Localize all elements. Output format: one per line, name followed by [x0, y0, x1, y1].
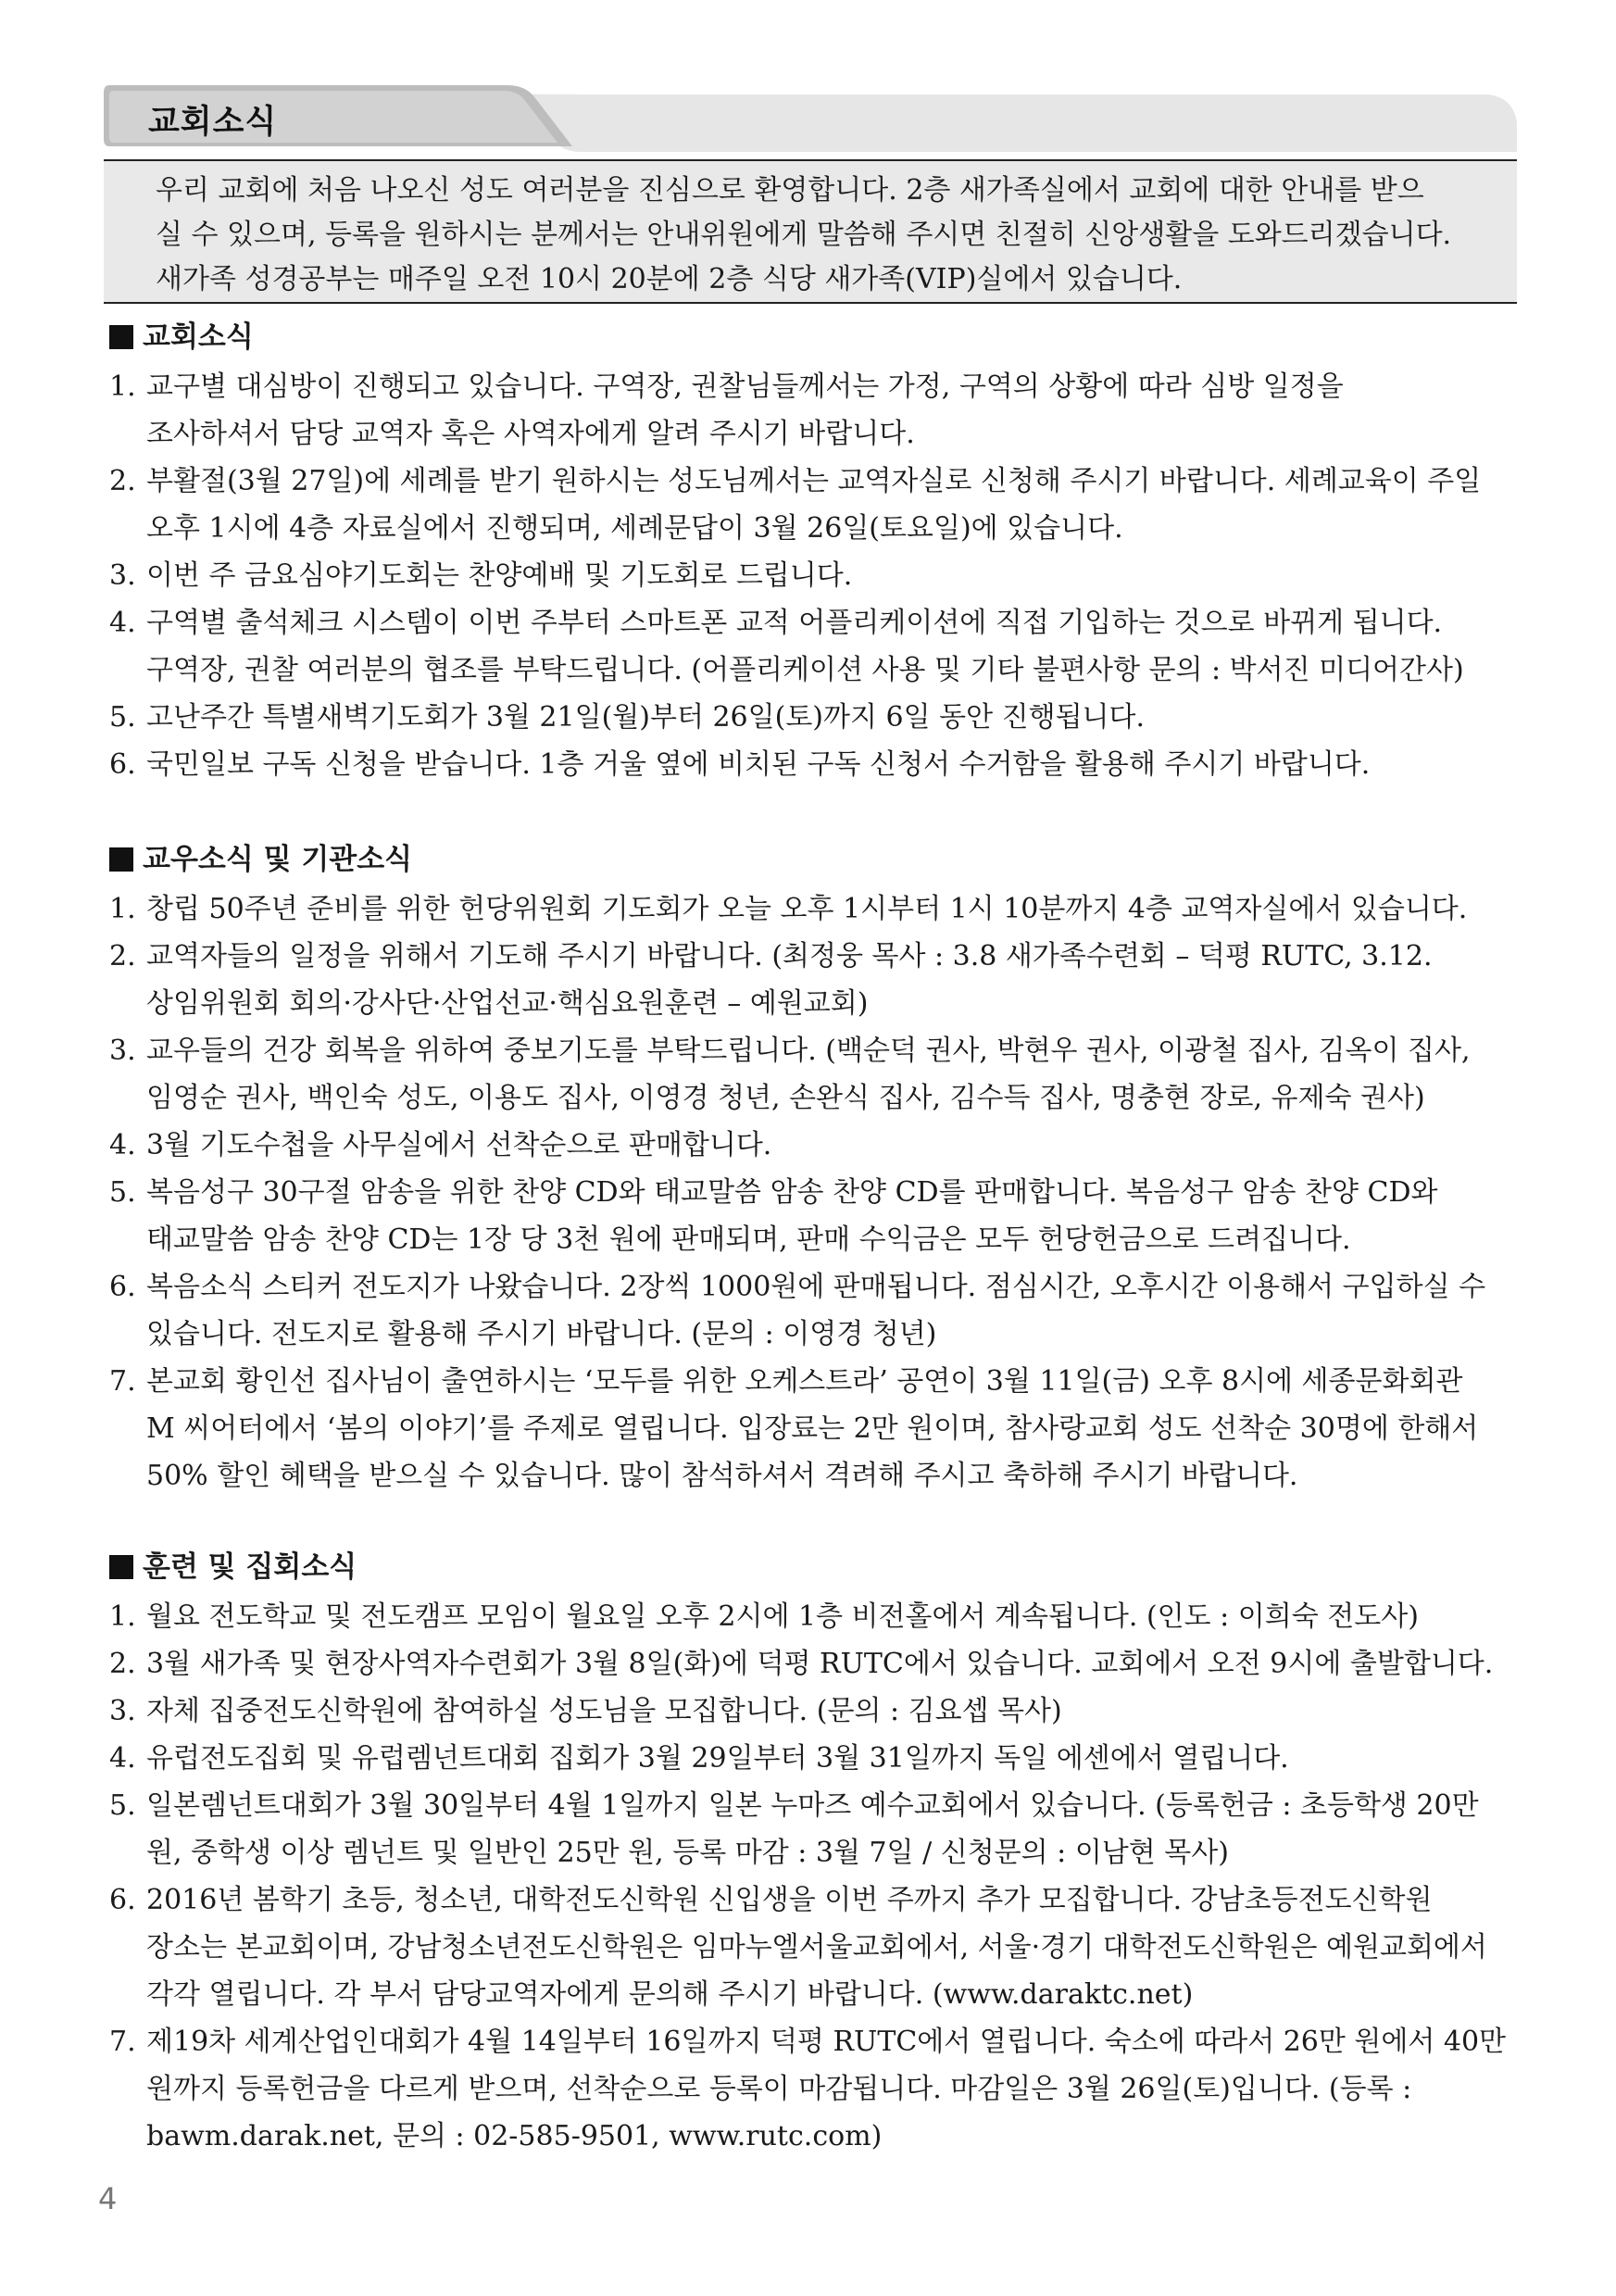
item-text: 3월 새가족 및 현장사역자수련회가 3월 8일(화)에 덕평 RUTC에서 있습니다. 교회에서 오전 9시에 출발합니다. — [146, 1648, 1494, 1680]
item-number: 6. — [109, 1271, 136, 1303]
list-item — [109, 363, 1526, 458]
item-text: 임영순 권사, 백인숙 성도, 이용도 집사, 이영경 청년, 손완식 집사, 김수득 집사, 명충현 장로, 유제숙 권사) — [146, 1082, 1425, 1114]
item-text: 자체 집중전도신학원에 참여하실 성도님을 모집합니다. (문의 : 김요셉 목사) — [146, 1695, 1062, 1727]
item-number: 1. — [109, 370, 136, 403]
item-number: 4. — [109, 1129, 136, 1161]
section-heading — [109, 319, 1526, 356]
item-number: 7. — [109, 1365, 136, 1398]
item-number: 3. — [109, 559, 136, 592]
item-text: M 씨어터에서 ‘봄의 이야기’를 주제로 열립니다. 입장료는 2만 원이며, 참사랑교회 성도 선착순 30명에 한해서 — [146, 1412, 1479, 1445]
list-item — [109, 458, 1526, 552]
list-item — [109, 1782, 1526, 1876]
list-item — [109, 885, 1526, 933]
list-item — [109, 1358, 1526, 1499]
item-number: 1. — [109, 1600, 136, 1633]
item-text: 고난주간 특별새벽기도회가 3월 21일(월)부터 26일(토)까지 6일 동안 진행됩니다. — [146, 701, 1146, 734]
item-number: 3. — [109, 1035, 136, 1067]
section-heading — [109, 841, 1526, 878]
section-heading — [109, 1549, 1526, 1586]
list-item — [109, 1027, 1526, 1122]
item-text: 국민일보 구독 신청을 받습니다. 1층 거울 옆에 비치된 구독 신청서 수거함을 활용해 주시기 바랍니다. — [146, 748, 1371, 781]
item-number: 3. — [109, 1695, 136, 1727]
header-tab-shape — [100, 85, 1517, 157]
item-number: 6. — [109, 748, 136, 781]
item-number: 2. — [109, 1648, 136, 1680]
item-number: 2. — [109, 940, 136, 972]
square-bullet-icon — [109, 1555, 133, 1579]
item-text: 원까지 등록헌금을 다르게 받으며, 선착순으로 등록이 마감됩니다. 마감일은 3월 26일(토)입니다. (등록 : — [146, 2073, 1412, 2105]
welcome-line: 새가족 성경공부는 매주일 오전 10시 20분에 2층 식당 새가족(VIP)실에서 있습니다. — [156, 263, 1183, 295]
list-item — [109, 552, 1526, 599]
welcome-line: 우리 교회에 처음 나오신 성도 여러분을 진심으로 환영합니다. 2층 새가족실에서 교회에 대한 안내를 받으 — [156, 174, 1424, 207]
square-bullet-icon — [109, 847, 133, 872]
item-number: 1. — [109, 893, 136, 925]
item-text: 장소는 본교회이며, 강남청소년전도신학원은 임마누엘서울교회에서, 서울·경기 대학전도신학원은 예원교회에서 — [146, 1931, 1487, 1964]
item-text: 교역자들의 일정을 위해서 기도해 주시기 바랍니다. (최정웅 목사 : 3.8 새가족수련회 – 덕평 RUTC, 3.12. — [146, 940, 1433, 972]
list-item — [109, 1687, 1526, 1735]
item-text: 유럽전도집회 및 유럽렘넌트대회 집회가 3월 29일부터 3월 31일까지 독일 에센에서 열립니다. — [146, 1742, 1289, 1775]
square-bullet-icon — [109, 325, 133, 349]
section-church-news — [109, 319, 1526, 788]
list-item — [109, 1876, 1526, 2018]
list-item — [109, 741, 1526, 788]
item-text: 3월 기도수첩을 사무실에서 선착순으로 판매합니다. — [146, 1129, 772, 1161]
item-number: 4. — [109, 607, 136, 639]
item-number: 5. — [109, 1789, 136, 1822]
item-text: 일본렘넌트대회가 3월 30일부터 4월 1일까지 일본 누마즈 예수교회에서 있습니다. (등록헌금 : 초등학생 20만 — [146, 1789, 1479, 1822]
item-text: 원, 중학생 이상 렘넌트 및 일반인 25만 원, 등록 마감 : 3월 7일 / 신청문의 : 이남현 목사) — [146, 1837, 1229, 1869]
list-item — [109, 599, 1526, 694]
list-item — [109, 1735, 1526, 1782]
item-text: 각각 열립니다. 각 부서 담당교역자에게 문의해 주시기 바랍니다. (www.daraktc.net) — [146, 1978, 1194, 2011]
item-text: 본교회 황인선 집사님이 출연하시는 ‘모두를 위한 오케스트라’ 공연이 3월 11일(금) 오후 8시에 세종문화회관 — [146, 1365, 1463, 1398]
item-text: 상임위원회 회의·강사단·산업선교·핵심요원훈련 – 예원교회) — [146, 987, 869, 1020]
item-text: 교구별 대심방이 진행되고 있습니다. 구역장, 권찰님들께서는 가정, 구역의 상황에 따라 심방 일정을 — [146, 370, 1344, 403]
item-text: 부활절(3월 27일)에 세례를 받기 원하시는 성도님께서는 교역자실로 신청해 주시기 바랍니다. 세례교육이 주일 — [146, 465, 1482, 497]
item-number: 7. — [109, 2026, 136, 2058]
item-text: 이번 주 금요심야기도회는 찬양예배 및 기도회로 드립니다. — [146, 559, 853, 592]
page-number: 4 — [98, 2181, 118, 2216]
welcome-line: 실 수 있으며, 등록을 원하시는 분께서는 안내위원에게 말씀해 주시면 친절히 신앙생활을 도와드리겠습니다. — [156, 219, 1452, 251]
item-text: 오후 1시에 4층 자료실에서 진행되며, 세례문답이 3월 26일(토요일)에 있습니다. — [146, 512, 1123, 545]
item-text: 교우들의 건강 회복을 위하여 중보기도를 부탁드립니다. (백순덕 권사, 박현우 권사, 이광철 집사, 김옥이 집사, — [146, 1035, 1471, 1067]
item-text: 태교말씀 암송 찬양 CD는 1장 당 3천 원에 판매되며, 판매 수익금은 모두 헌당헌금으로 드려집니다. — [146, 1223, 1351, 1256]
item-text: 제19차 세계산업인대회가 4월 14일부터 16일까지 덕평 RUTC에서 열립니다. 숙소에 따라서 26만 원에서 40만 — [146, 2026, 1507, 2058]
item-text: 50% 할인 혜택을 받으실 수 있습니다. 많이 참석하셔서 격려해 주시고 축하해 주시기 바랍니다. — [146, 1460, 1298, 1492]
item-number: 5. — [109, 1176, 136, 1209]
list-item — [109, 1640, 1526, 1687]
list-item — [109, 694, 1526, 741]
list-item — [109, 1593, 1526, 1640]
item-text: 2016년 봄학기 초등, 청소년, 대학전도신학원 신입생을 이번 주까지 추가 모집합니다. 강남초등전도신학원 — [146, 1884, 1433, 1916]
list-item — [109, 1263, 1526, 1358]
item-text: 창립 50주년 준비를 위한 헌당위원회 기도회가 오늘 오후 1시부터 1시 10분까지 4층 교역자실에서 있습니다. — [146, 893, 1468, 925]
item-text: 월요 전도학교 및 전도캠프 모임이 월요일 오후 2시에 1층 비전홀에서 계속됩니다. (인도 : 이희숙 전도사) — [146, 1600, 1419, 1633]
item-text: bawm.darak.net, 문의 : 02-585-9501, www.rutc.com) — [146, 2120, 883, 2152]
section-header-title: 교회소식 — [148, 104, 278, 141]
welcome-box — [104, 159, 1517, 304]
item-number: 2. — [109, 465, 136, 497]
list-item — [109, 1122, 1526, 1169]
list-item — [109, 933, 1526, 1027]
item-text: 복음성구 30구절 암송을 위한 찬양 CD와 태교말씀 암송 찬양 CD를 판매합니다. 복음성구 암송 찬양 CD와 — [146, 1176, 1438, 1209]
section-member-news — [109, 841, 1526, 1499]
section-training-news — [109, 1549, 1526, 2160]
item-text: 복음소식 스티커 전도지가 나왔습니다. 2장씩 1000원에 판매됩니다. 점심시간, 오후시간 이용해서 구입하실 수 — [146, 1271, 1486, 1303]
item-number: 5. — [109, 701, 136, 734]
item-text: 구역별 출석체크 시스템이 이번 주부터 스마트폰 교적 어플리케이션에 직접 기입하는 것으로 바뀌게 됩니다. — [146, 607, 1443, 639]
item-text: 구역장, 권찰 여러분의 협조를 부탁드립니다. (어플리케이션 사용 및 기타 불편사항 문의 : 박서진 미디어간사) — [146, 654, 1464, 686]
item-text: 조사하셔서 담당 교역자 혹은 사역자에게 알려 주시기 바랍니다. — [146, 418, 915, 450]
section-title: 교우소식 및 기관소식 — [143, 843, 413, 876]
section-title: 교회소식 — [143, 320, 254, 354]
item-text: 있습니다. 전도지로 활용해 주시기 바랍니다. (문의 : 이영경 청년) — [146, 1318, 937, 1350]
item-number: 6. — [109, 1884, 136, 1916]
list-item — [109, 2018, 1526, 2160]
list-item — [109, 1169, 1526, 1263]
item-number: 4. — [109, 1742, 136, 1775]
section-title: 훈련 및 집회소식 — [143, 1550, 357, 1584]
header-tab — [100, 85, 1517, 157]
